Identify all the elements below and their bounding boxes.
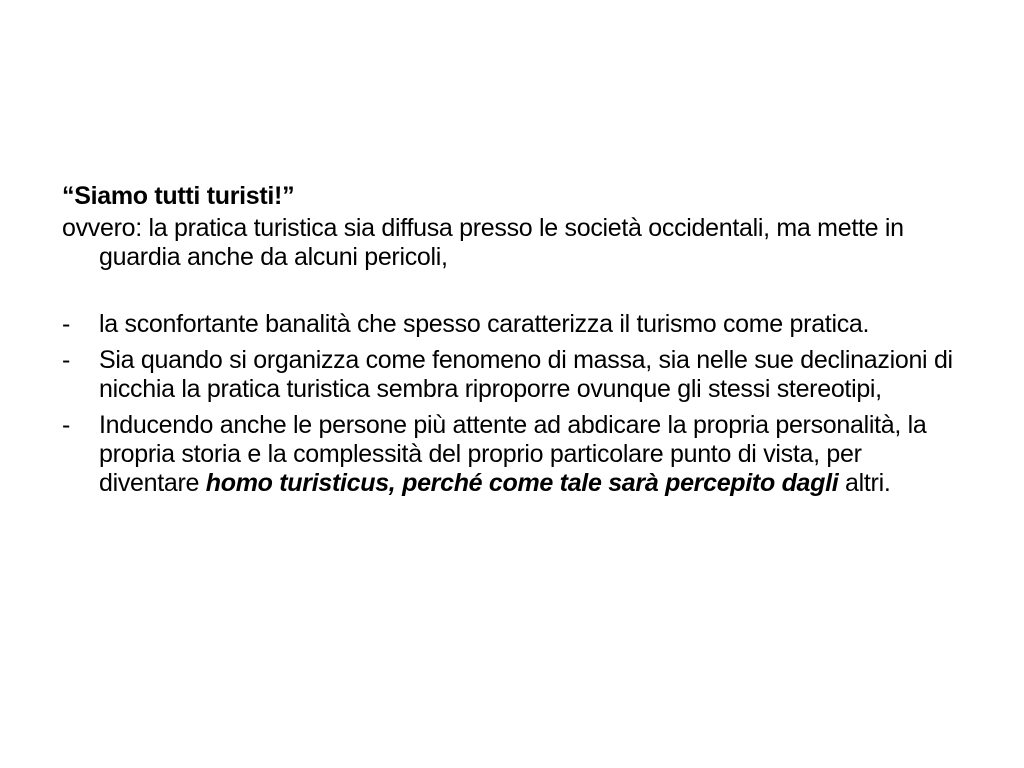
bullet-text: Sia quando si organizza come fenomeno di massa, sia nelle sue declinazioni di nicchia la pratica turistica sembra riproporre ovunque gli stessi stereotipi,: [99, 346, 953, 403]
intro-paragraph: ovvero: la pratica turistica sia diffusa presso le società occidentali, ma mette in guardia anche da alcuni pericoli,: [62, 214, 904, 271]
bullet-text-plain: Inducendo anche le persone più attente ad abdicare la propria personalità, la propria storia e la complessità del proprio particolare punto di vista, per diventare: [99, 411, 927, 497]
bullet-text-end: altri.: [838, 469, 891, 497]
bullet-marker: -: [62, 310, 71, 338]
bullet-item: [62, 310, 962, 339]
slide-title: “Siamo tutti turisti!”: [62, 182, 295, 210]
bullet-item: [62, 411, 962, 498]
bullet-marker: -: [62, 346, 71, 374]
bullet-text: la sconfortante banalità che spesso caratterizza il turismo come pratica.: [99, 310, 870, 338]
slide-body: [62, 182, 962, 505]
bullet-text: [99, 411, 927, 497]
paragraph-spacer: [62, 272, 962, 310]
bullet-item: [62, 346, 962, 404]
bullet-marker: -: [62, 411, 71, 439]
bullet-text-emphasis: homo turisticus, perché come tale sarà percepito dagli: [205, 469, 839, 497]
